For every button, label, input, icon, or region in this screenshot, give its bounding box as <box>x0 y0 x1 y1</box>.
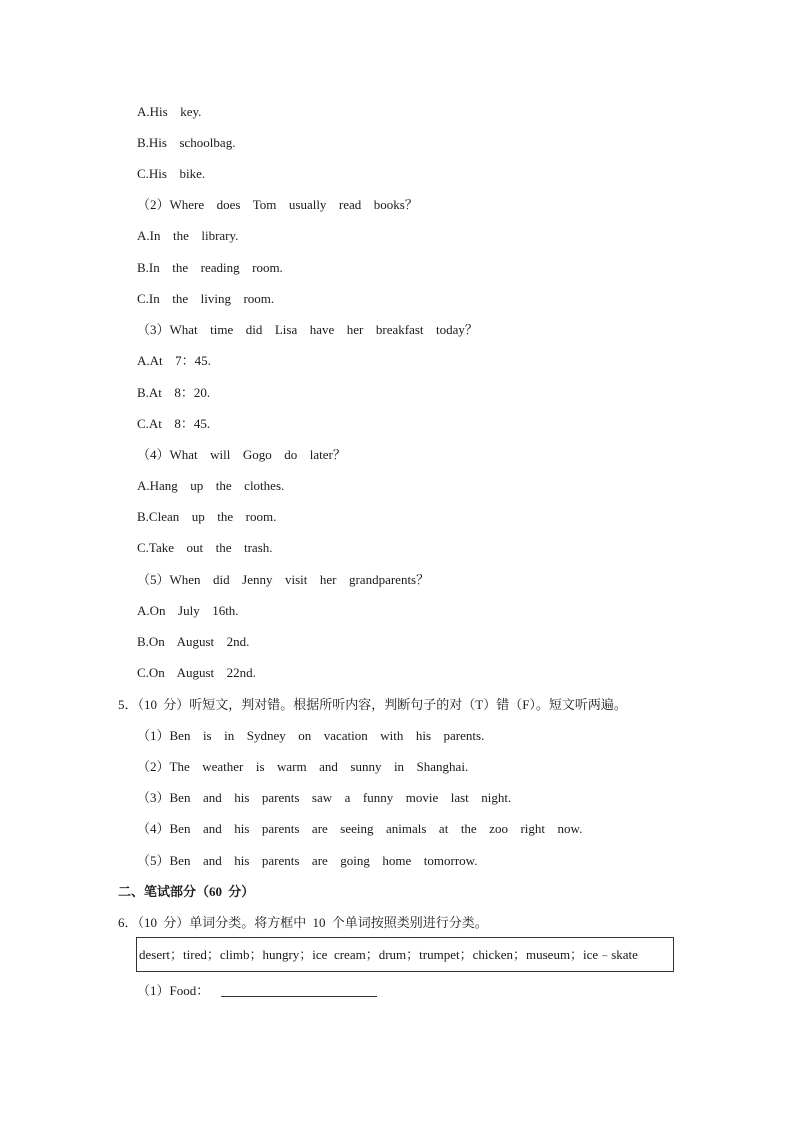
sub-question-4: （4）What will Gogo do later？ <box>137 447 346 462</box>
section-heading: 二、笔试部分（60 分） <box>118 884 255 899</box>
statement-5: （5）Ben and his parents are going home tomorrow. <box>137 853 478 868</box>
option-b: B.At 8：20. <box>137 385 211 400</box>
statement-1: （1）Ben is in Sydney on vacation with his parents. <box>137 728 485 743</box>
sub-question-3: （3）What time did Lisa have her breakfast today？ <box>137 322 478 337</box>
question-6-heading: 6．（10 分）单词分类。将方框中 10 个单词按照类别进行分类。 <box>118 915 488 930</box>
option-c: C.At 8：45. <box>137 416 211 431</box>
option-b: B.On August 2nd. <box>137 634 250 649</box>
option-c: C.In the living room. <box>137 291 275 306</box>
statement-3: （3）Ben and his parents saw a funny movie last night. <box>137 790 512 805</box>
word-box <box>136 937 674 972</box>
option-b: B.His schoolbag. <box>137 135 236 150</box>
option-a: A.On July 16th. <box>137 603 239 618</box>
question-5-heading: 5．（10 分）听短文，判对错。根据所听内容，判断句子的对（T）错（F）。短文听两遍。 <box>118 697 627 712</box>
option-c: C.His bike. <box>137 166 206 181</box>
answer-blank[interactable] <box>221 996 377 997</box>
statement-2: （2）The weather is warm and sunny in Shanghai. <box>137 759 469 774</box>
food-label: （1）Food： <box>137 983 210 998</box>
word-list: desert；tired；climb；hungry；ice cream；drum；trumpet；chicken；museum；ice﹣skate <box>139 947 638 962</box>
statement-4: （4）Ben and his parents are seeing animals at the zoo right now. <box>137 821 583 836</box>
option-c: C.On August 22nd. <box>137 665 256 680</box>
option-a: A.His key. <box>137 104 202 119</box>
sub-question-2: （2）Where does Tom usually read books？ <box>137 197 418 212</box>
option-c: C.Take out the trash. <box>137 540 273 555</box>
option-b: B.In the reading room. <box>137 260 283 275</box>
option-a: A.At 7：45. <box>137 353 211 368</box>
option-a: A.In the library. <box>137 228 239 243</box>
sub-question-5: （5）When did Jenny visit her grandparents？ <box>137 572 430 587</box>
option-b: B.Clean up the room. <box>137 509 277 524</box>
option-a: A.Hang up the clothes. <box>137 478 285 493</box>
